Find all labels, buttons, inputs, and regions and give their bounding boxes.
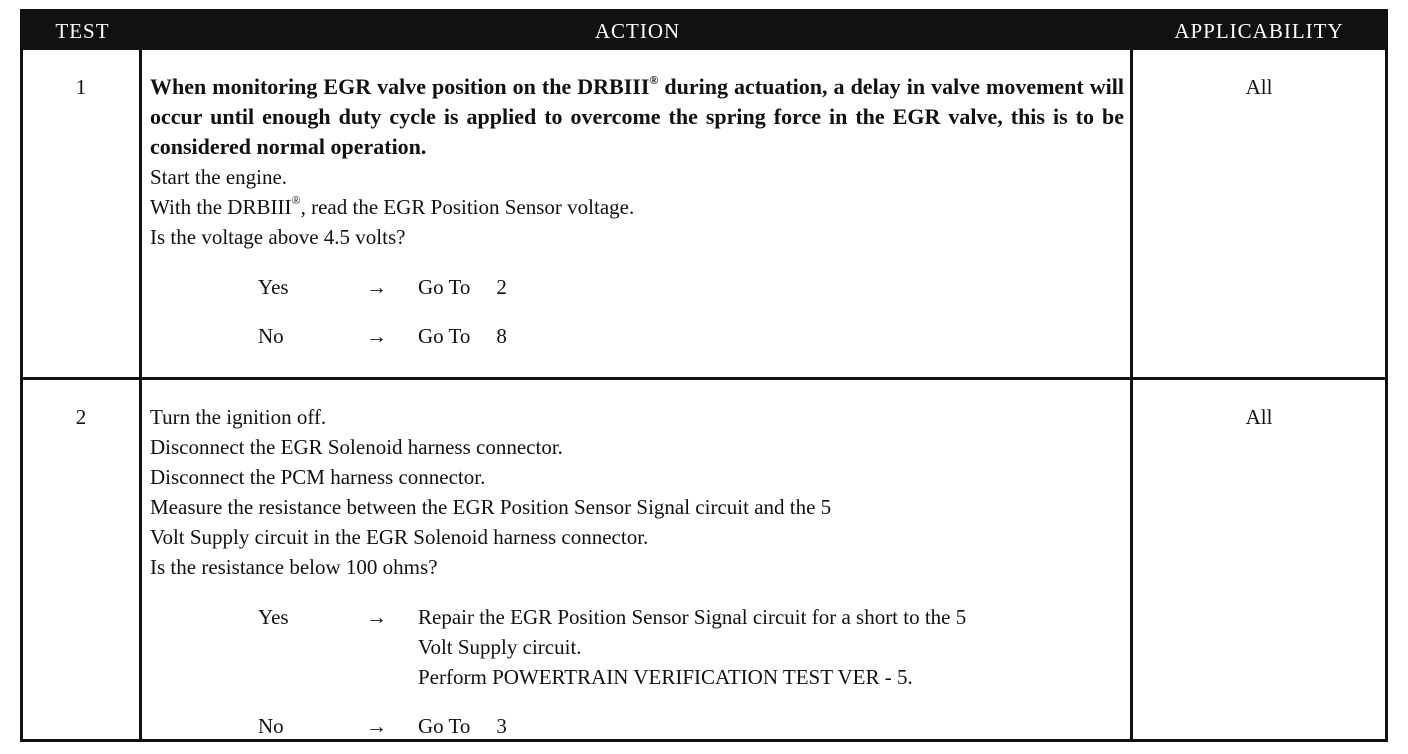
answer-list bbox=[150, 272, 1124, 351]
answer-label: Yes bbox=[258, 605, 289, 629]
test-number: 1 bbox=[23, 50, 142, 377]
step-text: Disconnect the EGR Solenoid harness connector. bbox=[150, 435, 563, 459]
table-row bbox=[23, 50, 1385, 380]
applicability-cell: All bbox=[1245, 75, 1273, 99]
arrow-icon: → bbox=[366, 324, 387, 348]
answer-goto-text: Go To bbox=[418, 324, 471, 348]
answer-text: Perform POWERTRAIN VERIFICATION TEST VER - 5. bbox=[418, 665, 913, 689]
registered-mark: ® bbox=[291, 193, 301, 207]
arrow-icon: → bbox=[366, 605, 387, 629]
goto-test-link[interactable]: 2 bbox=[496, 275, 507, 299]
step-text: Disconnect the PCM harness connector. bbox=[150, 465, 486, 489]
answer-goto-text: Go To bbox=[418, 714, 471, 738]
answer-text: Repair the EGR Position Sensor Signal circuit for a short to the 5 bbox=[418, 605, 967, 629]
answer-no bbox=[150, 711, 1124, 741]
table-row bbox=[23, 380, 1385, 739]
step-text: Turn the ignition off. bbox=[150, 405, 327, 429]
goto-test-link[interactable]: 3 bbox=[496, 714, 507, 738]
arrow-icon: → bbox=[366, 714, 387, 738]
diagnostic-test-table bbox=[20, 9, 1388, 742]
goto-test-link[interactable]: 8 bbox=[496, 324, 507, 348]
step-text: Start the engine. bbox=[150, 165, 288, 189]
note-text: When monitoring EGR valve position on the DRBIII® during actuation, a delay in valve movement will occur until enough duty cycle is applied to overcome the spring force in the EGR valve, this is to be considered normal operation. bbox=[150, 73, 1124, 159]
answer-list bbox=[150, 602, 1124, 741]
step-text: With the DRBIII®, read the EGR Position Sensor voltage. bbox=[150, 193, 635, 219]
answer-label: Yes bbox=[258, 275, 289, 299]
answer-no bbox=[150, 321, 1124, 351]
answer-yes bbox=[150, 272, 1124, 302]
table-header bbox=[23, 12, 1385, 50]
test-number: 2 bbox=[23, 380, 142, 739]
header-action: ACTION bbox=[594, 18, 681, 43]
applicability-cell: All bbox=[1245, 405, 1273, 429]
answer-goto-text: Go To bbox=[418, 275, 471, 299]
answer-yes bbox=[150, 602, 1124, 692]
answer-label: No bbox=[258, 324, 284, 348]
arrow-icon: → bbox=[366, 275, 387, 299]
answer-label: No bbox=[258, 714, 284, 738]
action-cell bbox=[142, 380, 1133, 739]
step-text: Is the voltage above 4.5 volts? bbox=[150, 225, 406, 249]
action-cell bbox=[142, 50, 1133, 377]
step-text: Is the resistance below 100 ohms? bbox=[150, 555, 438, 579]
header-test: TEST bbox=[55, 18, 110, 43]
answer-text: Volt Supply circuit. bbox=[418, 635, 582, 659]
step-text: Measure the resistance between the EGR Position Sensor Signal circuit and the 5 bbox=[150, 495, 832, 519]
registered-mark: ® bbox=[649, 73, 659, 87]
header-applicability: APPLICABILITY bbox=[1174, 18, 1344, 43]
step-text: Volt Supply circuit in the EGR Solenoid harness connector. bbox=[150, 525, 649, 549]
